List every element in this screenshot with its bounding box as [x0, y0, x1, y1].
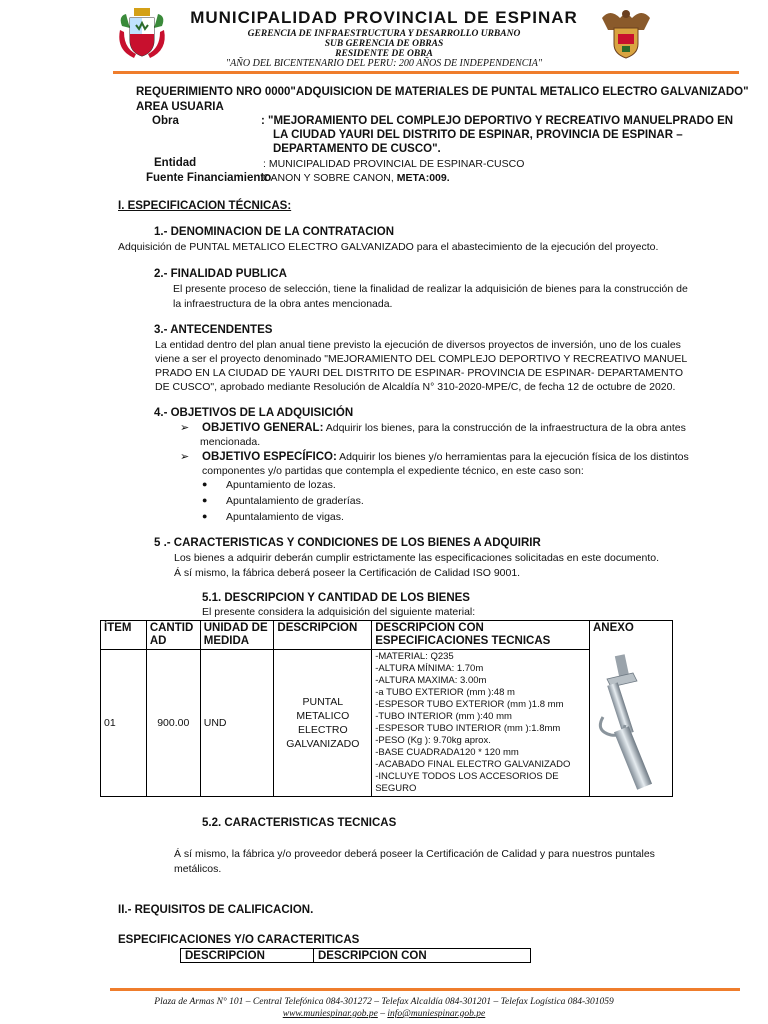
section-i-heading: I. ESPECIFICACION TÉCNICAS:: [118, 200, 292, 212]
header-subtitle-1: GERENCIA DE INFRAESTRUCTURA Y DESARROLLO URBANO: [247, 29, 521, 39]
s51-title: 5.1. DESCRIPCION Y CANTIDAD DE LOS BIENES: [202, 592, 470, 604]
col-item: ÍTEM: [101, 621, 147, 650]
fuente-text: :CANON Y SOBRE CANON,: [260, 172, 397, 184]
footer-divider: [110, 988, 740, 991]
website-link[interactable]: www.muniespinar.gob.pe: [282, 1009, 378, 1019]
col-cantidad: CANTID AD: [146, 621, 200, 650]
fuente-value: [260, 172, 450, 184]
header-divider: [113, 71, 739, 74]
s5-title: 5 .- CARACTERISTICAS Y CONDICIONES DE LOS BIENES A ADQUIRIR: [154, 537, 541, 549]
bullet-item: Apuntalamiento de vigas.: [226, 511, 344, 523]
col-especificaciones: DESCRIPCION CON ESPECIFICACIONES TECNICAS: [372, 621, 590, 650]
header-subtitle-3: RESIDENTE DE OBRA: [335, 49, 433, 59]
bullet-icon: ●: [202, 479, 208, 489]
materials-table: [100, 620, 673, 797]
header-subtitle-2: SUB GERENCIA DE OBRAS: [324, 39, 444, 49]
cell-anexo: [589, 650, 672, 797]
objetivo-especifico: [202, 450, 689, 465]
header-title: MUNICIPALIDAD PROVINCIAL DE ESPINAR: [190, 8, 578, 27]
obra-line-2: LA CIUDAD YAURI DEL DISTRITO DE ESPINAR, PROVINCIA DE ESPINAR –: [273, 129, 683, 141]
objetivo-general-cont: mencionada.: [200, 436, 261, 448]
requirement-title: REQUERIMIENTO NRO 0000"ADQUISICION DE MATERIALES DE PUNTAL METALICO ELECTRO GALVANIZADO": [136, 86, 749, 98]
footer-links: [0, 1009, 768, 1019]
spec-line: -TUBO INTERIOR (mm ):40 mm: [375, 711, 512, 722]
spec-line: -PESO (Kg ): 9.70kg aprox.: [375, 735, 491, 746]
section-ii-subheading: ESPECIFICACIONES Y/O CARACTERITICAS: [118, 934, 360, 946]
spec-line: -ACABADO FINAL ELECTRO GALVANIZADO: [375, 759, 571, 770]
s3-line-3: PRADO EN LA CIUDAD DE YAURI DEL DISTRITO DE ESPINAR- PROVINCIA DE ESPINAR- DEPARTAMENTO: [155, 367, 684, 379]
objetivo-especifico-text: Adquirir los bienes y/o herramientas para la ejecución física de los distintos: [336, 451, 689, 463]
email-link[interactable]: info@muniespinar.gob.pe: [387, 1009, 486, 1019]
bullet-item: Apuntamiento de lozas.: [226, 479, 336, 491]
s52-title: 5.2. CARACTERISTICAS TECNICAS: [202, 817, 397, 829]
obra-line-3: DEPARTAMENTO DE CUSCO".: [273, 143, 441, 155]
meta-text: META:009.: [396, 172, 450, 184]
bullet-item: Apuntalamiento de graderías.: [226, 495, 364, 507]
entidad-value: : MUNICIPALIDAD PROVINCIAL DE ESPINAR-CUSCO: [263, 158, 525, 170]
table-header-row: [101, 621, 673, 650]
spec-line: -ESPESOR TUBO INTERIOR (mm ):1.8mm: [375, 723, 561, 734]
objetivo-general: [202, 421, 686, 436]
col-unidad: UNIDAD DE MEDIDA: [200, 621, 274, 650]
requirements-table: [180, 948, 531, 963]
section-ii-heading: II.- REQUISITOS DE CALIFICACION.: [118, 904, 314, 916]
spec-line: -a TUBO EXTERIOR (mm ):48 m: [375, 687, 515, 698]
arrow-bullet-icon: ➢: [180, 422, 190, 434]
cell-descripcion: PUNTAL METALICO ELECTRO GALVANIZADO: [274, 650, 372, 797]
spec-line: SEGURO: [375, 783, 417, 794]
s51-text: El presente considera la adquisición del siguiente material:: [202, 606, 476, 618]
s5-line-1: Los bienes a adquirir deberán cumplir estrictamente las especificaciones solicitadas en este documento.: [174, 552, 660, 564]
s2-line-1: El presente proceso de selección, tiene la finalidad de realizar la adquisición de bienes para la construcción de: [173, 283, 688, 295]
espinar-eagle-logo: [600, 4, 652, 60]
spec-line: -BASE CUADRADA120 * 120 mm: [375, 747, 519, 758]
spec-line: -INCLUYE TODOS LOS ACCESORIOS DE: [375, 771, 559, 782]
footer-separator: –: [377, 1009, 388, 1019]
s52-line-2: metálicos.: [174, 863, 222, 875]
s3-line-1: La entidad dentro del plan anual tiene previsto la ejecución de diversos proyectos de inversión, uno de los cuales: [155, 339, 681, 351]
obra-line-1: : "MEJORAMIENTO DEL COMPLEJO DEPORTIVO Y RECREATIVO MANUELPRADO EN: [261, 115, 734, 127]
s2-line-2: la infraestructura de la obra antes mencionada.: [173, 298, 393, 310]
objetivo-especifico-cont: componentes y/o partidas que contempla el expediente técnico, en este caso son:: [202, 465, 584, 477]
col-anexo: ANEXO: [589, 621, 672, 650]
col-descripcion: DESCRIPCION: [274, 621, 372, 650]
s2-title: 2.- FINALIDAD PUBLICA: [154, 268, 287, 280]
spec-line: -ALTURA MÍNIMA: 1.70m: [375, 663, 484, 674]
s5-line-2: Á sí mismo, la fábrica deberá poseer la Certificación de Calidad ISO 9001.: [174, 567, 521, 579]
table-header-row: [181, 949, 531, 963]
cell-unidad: UND: [200, 650, 274, 797]
spec-line: -ESPESOR TUBO EXTERIOR (mm )1.8 mm: [375, 699, 564, 710]
s3-title: 3.- ANTECENDENTES: [154, 324, 273, 336]
s3-line-2: viene a ser el proyecto denominado "MEJORAMIENTO DEL COMPLEJO DEPORTIVO Y RECREATIVO MANUEL: [155, 353, 688, 365]
entidad-label: Entidad: [154, 157, 197, 169]
cell-cantidad: 900.00: [146, 650, 200, 797]
header-slogan: "AÑO DEL BICENTENARIO DEL PERU: 200 AÑOS DE INDEPENDENCIA": [225, 58, 543, 69]
s3-line-4: DE CUSCO", aprobado mediante Resolución de Alcaldía N° 310-2020-MPE/C, de fecha 12 de octubre de 2020.: [155, 381, 676, 393]
objetivo-general-text: Adquirir los bienes, para la construcción de la infraestructura de la obra antes: [323, 422, 686, 434]
bullet-icon: ●: [202, 511, 208, 521]
spec-line: -ALTURA MAXIMA: 3.00m: [375, 675, 487, 686]
fuente-label: Fuente Financiamiento: [146, 172, 272, 184]
objetivo-especifico-label: OBJETIVO ESPECÍFICO:: [202, 451, 337, 463]
s1-text: Adquisición de PUNTAL METALICO ELECTRO GALVANIZADO para el abastecimiento de la ejecución del proyecto.: [118, 241, 659, 253]
table-row: [101, 650, 673, 797]
cell-item: 01: [101, 650, 147, 797]
obra-label: Obra: [152, 115, 179, 127]
metal-prop-image: [593, 651, 669, 791]
s1-title: 1.- DENOMINACION DE LA CONTRATACION: [154, 226, 395, 238]
objetivo-general-label: OBJETIVO GENERAL:: [202, 422, 324, 434]
req-col-descripcion-con: DESCRIPCION CON: [314, 949, 531, 963]
req-col-descripcion: DESCRIPCION: [181, 949, 314, 963]
footer-contact: Plaza de Armas N° 101 – Central Telefónica 084-301272 – Telefax Alcaldía 084-301201 – Telefax Logística 084-301059: [154, 997, 614, 1007]
spec-line: -MATERIAL: Q235: [375, 651, 454, 662]
area-usuaria-label: AREA USUARIA: [136, 101, 224, 113]
cell-specs: [372, 650, 590, 797]
arrow-bullet-icon: ➢: [180, 451, 190, 463]
s52-line-1: Á sí mismo, la fábrica y/o proveedor deberá poseer la Certificación de Calidad y para nuestros puntales: [174, 848, 655, 860]
bullet-icon: ●: [202, 495, 208, 505]
s4-title: 4.- OBJETIVOS DE LA ADQUISICIÓN: [154, 407, 354, 419]
